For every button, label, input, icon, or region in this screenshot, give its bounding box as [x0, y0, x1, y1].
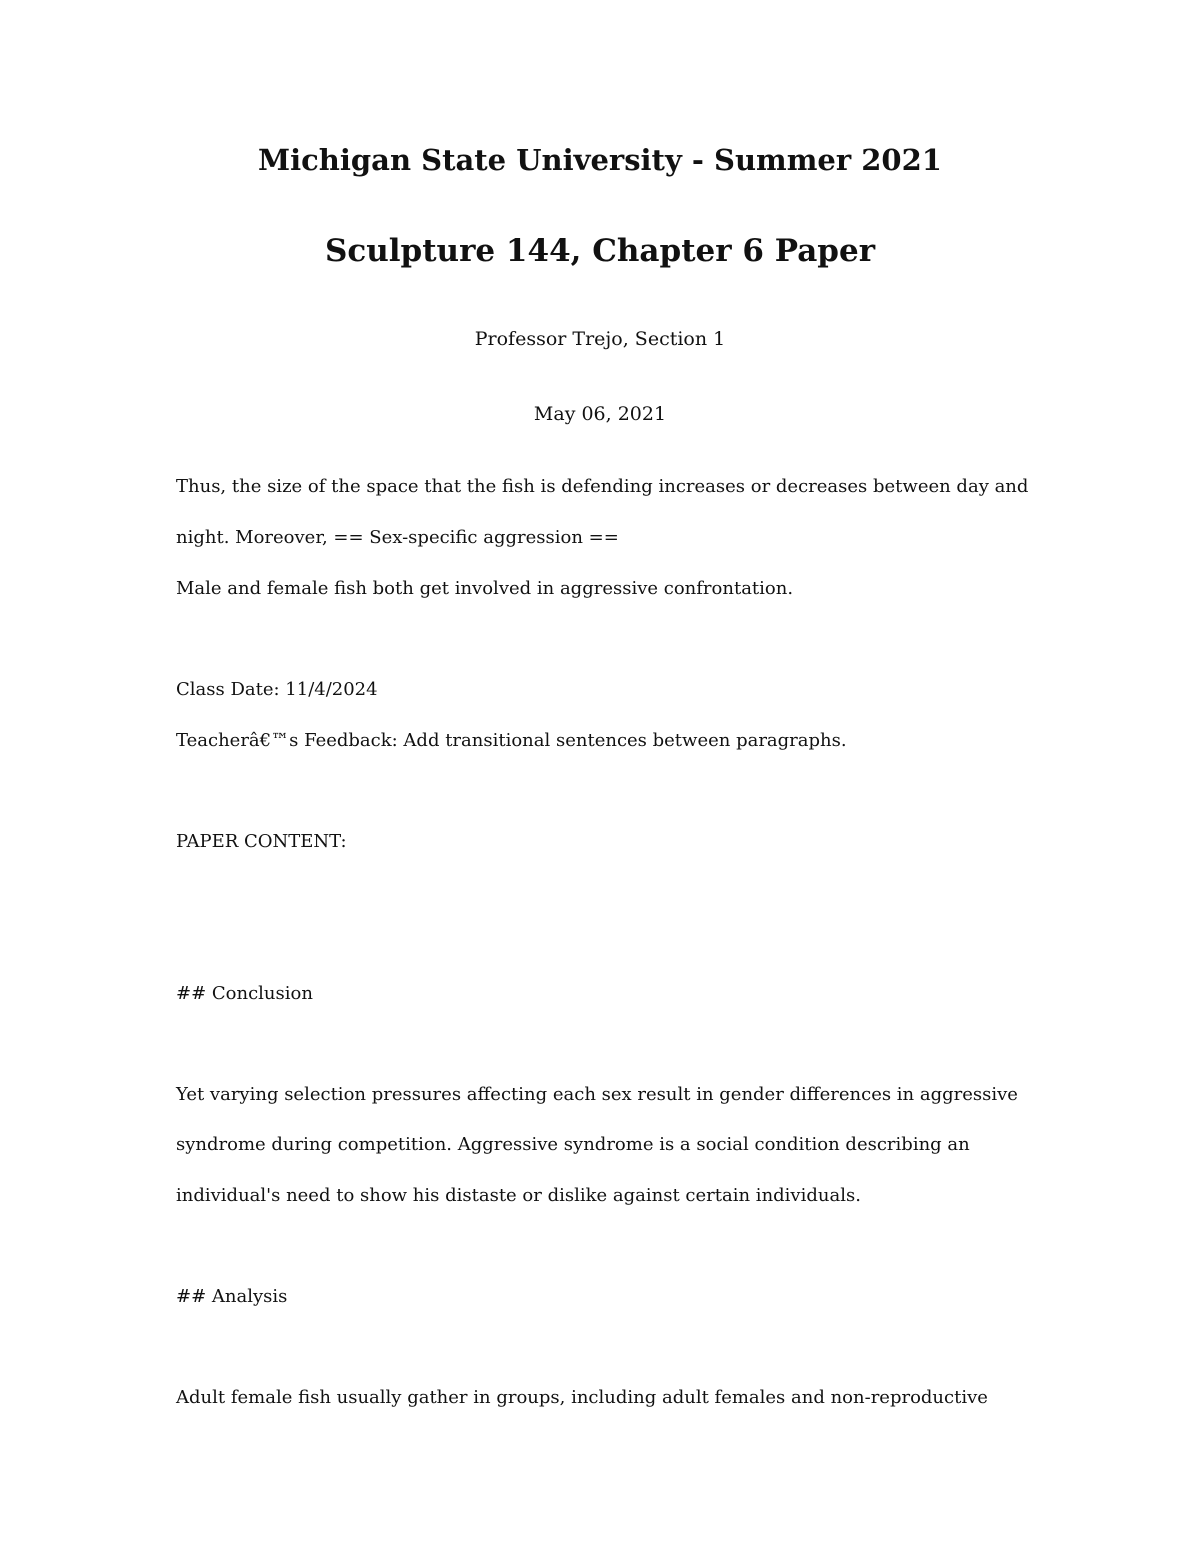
paper-content-label: PAPER CONTENT:: [176, 831, 347, 852]
paragraph-line: Adult female fish usually gather in groups, including adult females and non-reproductive: [176, 1387, 988, 1408]
paragraph-line: Thus, the size of the space that the fish is defending increases or decreases between day and: [176, 476, 1029, 497]
section-heading-conclusion: ## Conclusion: [176, 983, 313, 1004]
date-line: May 06, 2021: [533, 403, 667, 425]
university-heading: Michigan State University - Summer 2021: [258, 143, 942, 177]
paragraph-line: Yet varying selection pressures affecting each sex result in gender differences in aggressive: [176, 1084, 1018, 1105]
professor-line: Professor Trejo, Section 1: [474, 328, 726, 350]
course-heading: Sculpture 144, Chapter 6 Paper: [324, 233, 876, 269]
paragraph-line: individual's need to show his distaste or dislike against certain individuals.: [176, 1185, 861, 1206]
paragraph-line: night. Moreover, == Sex-specific aggression ==: [176, 527, 619, 548]
paragraph-line: syndrome during competition. Aggressive syndrome is a social condition describing an: [176, 1134, 970, 1155]
section-heading-analysis: ## Analysis: [176, 1286, 288, 1307]
paragraph-line: Male and female fish both get involved in aggressive confrontation.: [176, 578, 794, 599]
class-date-line: Class Date: 11/4/2024: [176, 679, 378, 700]
teacher-feedback-line: Teacherâ€™s Feedback: Add transitional sentences between paragraphs.: [176, 730, 847, 751]
